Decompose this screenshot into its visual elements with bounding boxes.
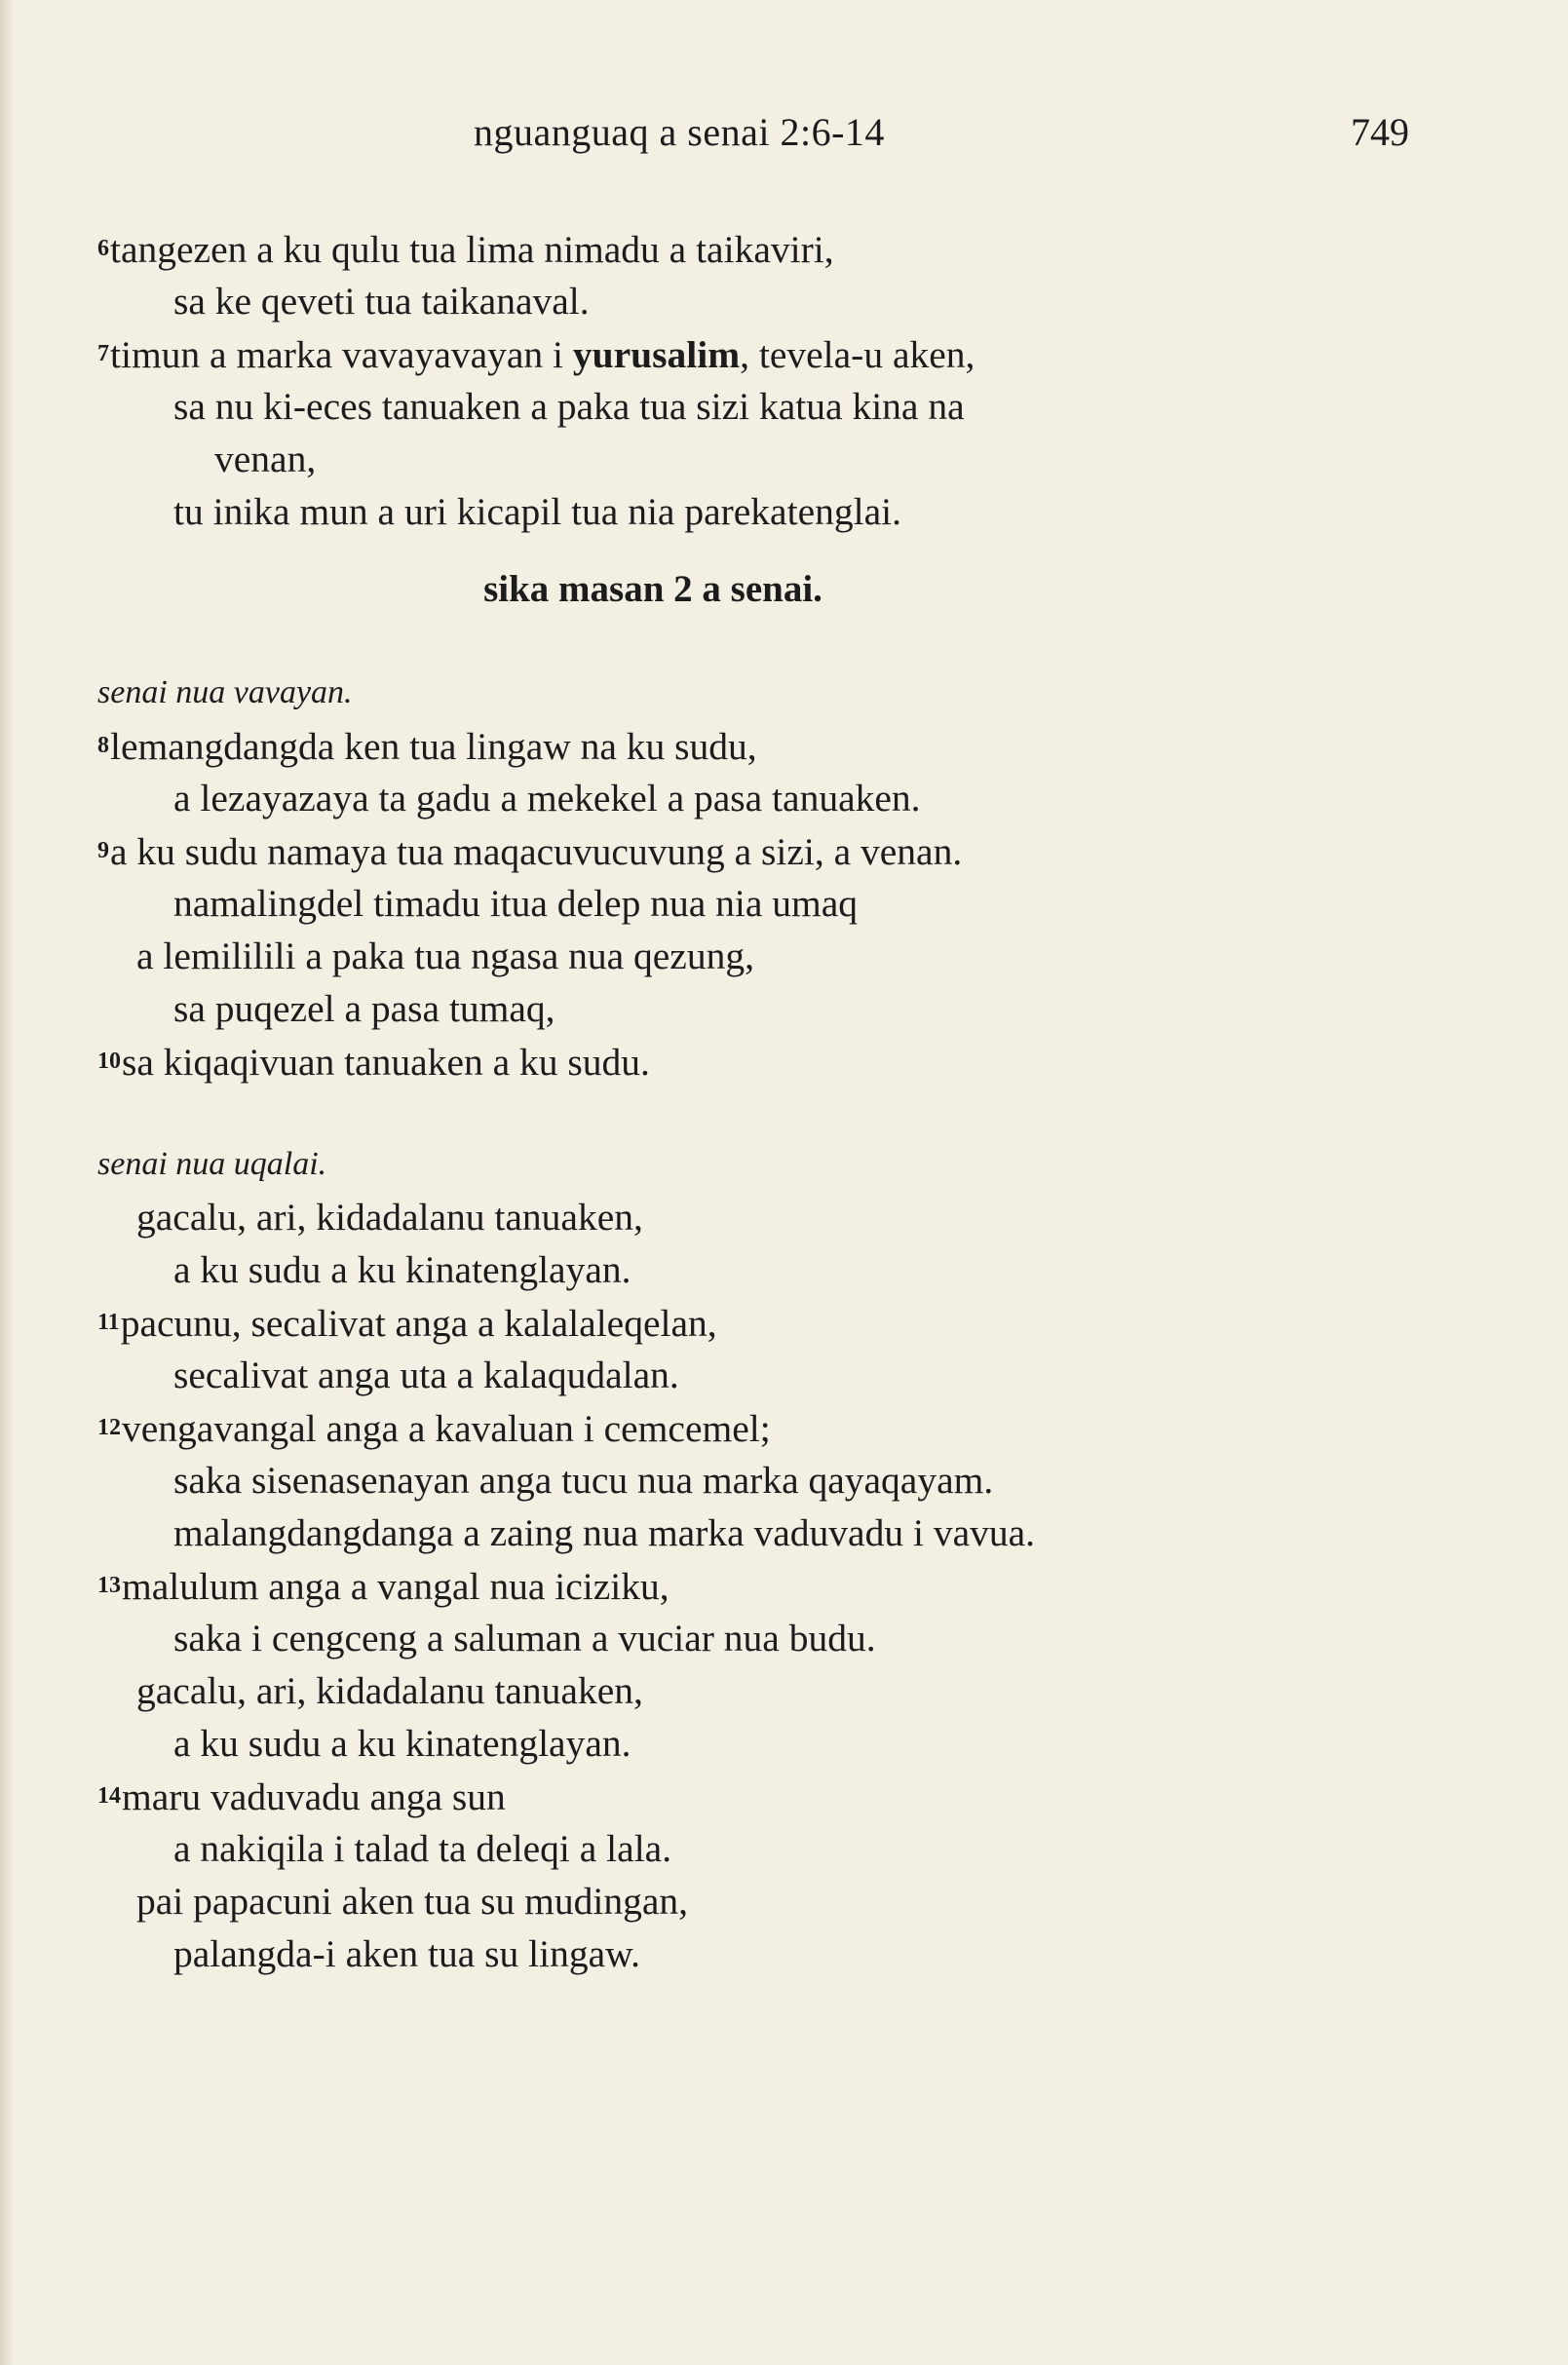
speaker-label: senai nua vavayan. [97,674,353,710]
verse-12-line-2: saka sisenasenayan anga tucu nua marka qayaqayam. [173,1459,994,1502]
verse-number: 14 [97,1783,121,1809]
verse-number: 11 [97,1310,120,1335]
verse-9-line-4: sa puqezel a pasa tumaq, [173,987,555,1030]
verse-9-line-3: a lemililili a paka tua ngasa nua qezung, [136,935,754,977]
verse-7-line-3: venan, [214,438,317,480]
section-heading: sika masan 2 a senai. [483,568,822,610]
refrain-line-1: gacalu, ari, kidadalanu tanuaken, [136,1669,643,1712]
page-number: 749 [1351,110,1409,154]
verse-number: 8 [97,733,109,758]
verse-13-line-2: saka i cengceng a saluman a vuciar nua budu. [173,1617,876,1659]
verse-12-line-1: $^{12}$vengavangal anga a kavaluan i cemcemel; [97,1407,771,1450]
place-name: yurusalim [572,333,741,376]
refrain-line-2: a ku sudu a ku kinatenglayan. [173,1248,631,1291]
verse-6-line-2: sa ke qeveti tua taikanaval. [173,280,590,323]
verse-number: 9 [97,838,109,863]
verse-7-line-2: sa nu ki-eces tanuaken a paka tua sizi katua kina na [173,385,965,428]
verse-14-line-1: $^{14}$maru vaduvadu anga sun [97,1775,506,1818]
verse-10-line-1: $^{10}$sa kiqaqivuan tanuaken a ku sudu. [97,1041,650,1084]
page-header [0,109,1568,168]
refrain-line-1: gacalu, ari, kidadalanu tanuaken, [136,1196,643,1239]
verse-14-line-2: a nakiqila i talad ta deleqi a lala. [173,1827,672,1870]
verse-13-line-1: $^{13}$malulum anga a vangal nua iciziku, [97,1565,669,1608]
verse-14-line-3: pai papacuni aken tua su mudingan, [136,1880,688,1923]
text-body [97,222,1540,1980]
verse-8-line-1: $^8$lemangdangda ken tua lingaw na ku sudu, [97,725,757,768]
verse-6-line-1: $^6$tangezen a ku qulu tua lima nimadu a taikaviri, [97,228,834,271]
page-spine-shadow [0,0,14,2365]
verse-9-line-1: $^9$a ku sudu namaya tua maqacuvucuvung a sizi, a venan. [97,830,963,873]
verse-11-line-2: secalivat anga uta a kalaqudalan. [173,1354,679,1396]
running-title: nguanguaq a senai 2:6-14 [474,110,885,154]
verse-9-line-2: namalingdel timadu itua delep nua nia umaq [173,882,859,925]
verse-number: 13 [97,1573,121,1598]
verse-number: 6 [97,236,109,261]
verse-14-line-4: palangda-i aken tua su lingaw. [173,1932,640,1975]
verse-8-line-2: a lezayazaya ta gadu a mekekel a pasa tanuaken. [173,777,921,820]
verse-7-line-4: tu inika mun a uri kicapil tua nia parekatenglai. [173,490,901,533]
verse-11-line-1: $^{11}$pacunu, secalivat anga a kalalaleqelan, [97,1302,717,1345]
verse-number: 7 [97,341,109,366]
verse-number: 12 [97,1415,121,1440]
verse-12-line-3: malangdangdanga a zaing nua marka vaduvadu i vavua. [173,1511,1036,1554]
verse-7-line-1: $^7$timun a marka vavayavayan i yurusalim, tevela-u aken, [97,333,975,376]
refrain-line-2: a ku sudu a ku kinatenglayan. [173,1722,631,1765]
speaker-label: senai nua uqalai. [97,1146,327,1182]
verse-number: 10 [97,1049,121,1074]
